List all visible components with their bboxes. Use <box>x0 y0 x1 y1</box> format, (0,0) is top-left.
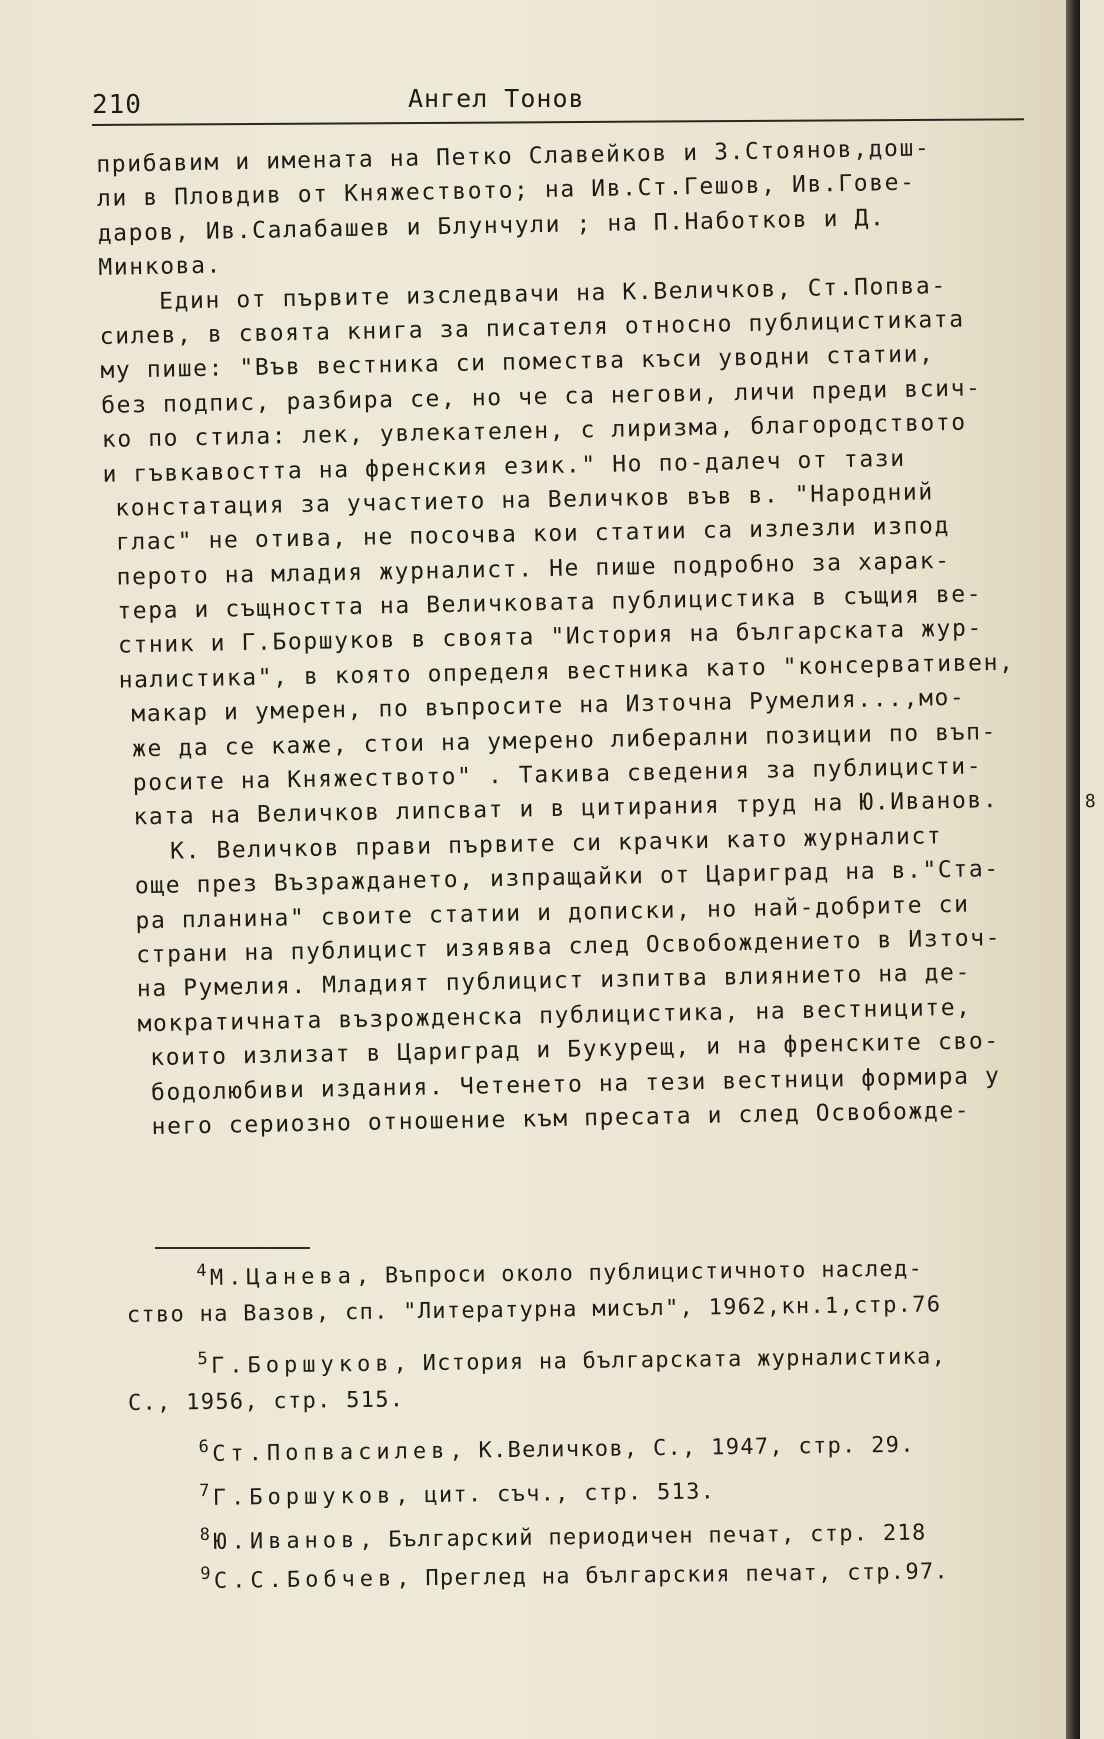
footnote-number: 8 <box>199 1524 212 1546</box>
footnote-author: С.С.Бобчев <box>213 1566 397 1594</box>
footnote-text: , цит. съч., стр. 513. <box>395 1479 716 1509</box>
footnotes <box>126 1238 1060 1592</box>
text-line: страни на публицист изявява след Освобождението в Източ- <box>135 924 1002 969</box>
text-line: ли в Пловдив от Княжеството; на Ив.Ст.Гешов, Ив.Гове- <box>96 169 916 213</box>
text-line: стник и Г.Боршуков в своята "История на българската жур- <box>117 615 984 660</box>
footnote-text: , История на българската журналистика, <box>393 1344 947 1377</box>
text-line: глас" не отива, не посочва кои статии са излезли изпод <box>115 513 951 556</box>
footnote-text: , Българский периодичен печат, стр. 218 <box>359 1520 927 1553</box>
footnote-author: Ст.Попвасилев <box>212 1438 450 1467</box>
text-line: налистика", в която определя вестника като "консервативен, <box>118 649 1015 694</box>
footnote-number: 6 <box>198 1436 211 1458</box>
text-line: и гъвкавостта на френския език." Но по-далеч от тази <box>102 445 906 488</box>
text-line: росите на Княжеството" . Такива сведения за публицисти- <box>132 753 983 797</box>
footnote-author: М.Цанева <box>209 1263 357 1291</box>
page-edge-shadow <box>1066 0 1080 1739</box>
text-line: силев, в своята книга за писателя относно публицистиката <box>99 306 965 350</box>
footnote-text: , К.Величков, С., 1947, стр. 29. <box>449 1432 915 1464</box>
text-line: макар и умерен, по въпросите на Източна Румелия...,мо- <box>131 684 966 728</box>
text-line: които излизат в Цариград и Букурещ, и на френските сво- <box>150 1028 1000 1072</box>
running-head: Ангел Тонов <box>408 84 585 113</box>
text-line: ра планина" своите статии и дописки, но най-добрите си <box>135 891 970 934</box>
paragraph-start-line: К. Величков прави първите си крачки като журналист <box>169 822 943 865</box>
footnote-number: 7 <box>199 1480 211 1502</box>
text-line: бодолюбиви издания. Четенето на тези вестници формира у <box>150 1062 1001 1106</box>
text-line: ко по стила: лек, увлекателен, с лиризма, благородството <box>101 409 967 454</box>
text-line: мократичната възрожденска публицистика, на вестниците, <box>137 994 972 1038</box>
footnote-text: , Преглед на българския печат, стр.97. <box>396 1559 950 1592</box>
page-number: 210 <box>92 90 142 120</box>
footnote-number: 5 <box>197 1348 210 1370</box>
footnote-author: Г.Боршуков <box>212 1483 396 1511</box>
footnote-number: 9 <box>200 1563 212 1585</box>
footnote-number: 4 <box>196 1260 208 1282</box>
text-line: констатация за участието на Величков във в. "Народний <box>114 479 935 522</box>
text-line: Минкова. <box>98 252 223 282</box>
text-line: на Румелия. Младият публицист изпитва влиянието на де- <box>136 959 972 1003</box>
footnote-author: Ю.Иванов <box>213 1527 360 1555</box>
footnote-text: , Въпроси около публицистичното наслед- <box>355 1256 924 1289</box>
text-line: перото на младия журналист. Не пише подробно за харак- <box>116 547 951 591</box>
text-line: тера и същността на Величковата публицистика в същия ве- <box>117 581 983 625</box>
margin-note-number: 8 <box>1084 791 1098 813</box>
footnote-continuation: С., 1956, стр. 515. <box>127 1387 405 1416</box>
footnote-author: Г.Боршуков <box>210 1351 394 1379</box>
paragraph-start-line: Един от първите изследвачи на К.Величков, Ст.Попва- <box>158 272 948 315</box>
text-line: же да се каже, стои на умерено либерални позиции по въп- <box>131 718 998 763</box>
text-line-content: ката на Величков липсват и в цитирания труд на Ю.Иванов. <box>133 787 999 831</box>
text-line: прибавим и имената на Петко Славейков и З.Стоянов,дош- <box>96 135 931 178</box>
footnote-continuation: ство на Вазов, сп. "Литературна мисъл", 1962,кн.1,стр.76 <box>126 1292 942 1328</box>
page-header <box>92 84 1022 124</box>
text-line: още през Възраждането, изпращайки от Цариград на в."Ста- <box>134 856 1000 900</box>
text-line: даров, Ив.Салабашев и Блунчули ; на П.Наботков и Д. <box>97 204 886 247</box>
text-line: него сериозно отношение към пресата и след Освобожде- <box>151 1097 971 1141</box>
text-line: му пише: "Във вестника си помества къси уводни статии, <box>100 341 935 385</box>
body-text <box>96 129 1098 1145</box>
text-line: без подпис, разбира се, но че са негови, личи преди всич- <box>100 375 982 419</box>
